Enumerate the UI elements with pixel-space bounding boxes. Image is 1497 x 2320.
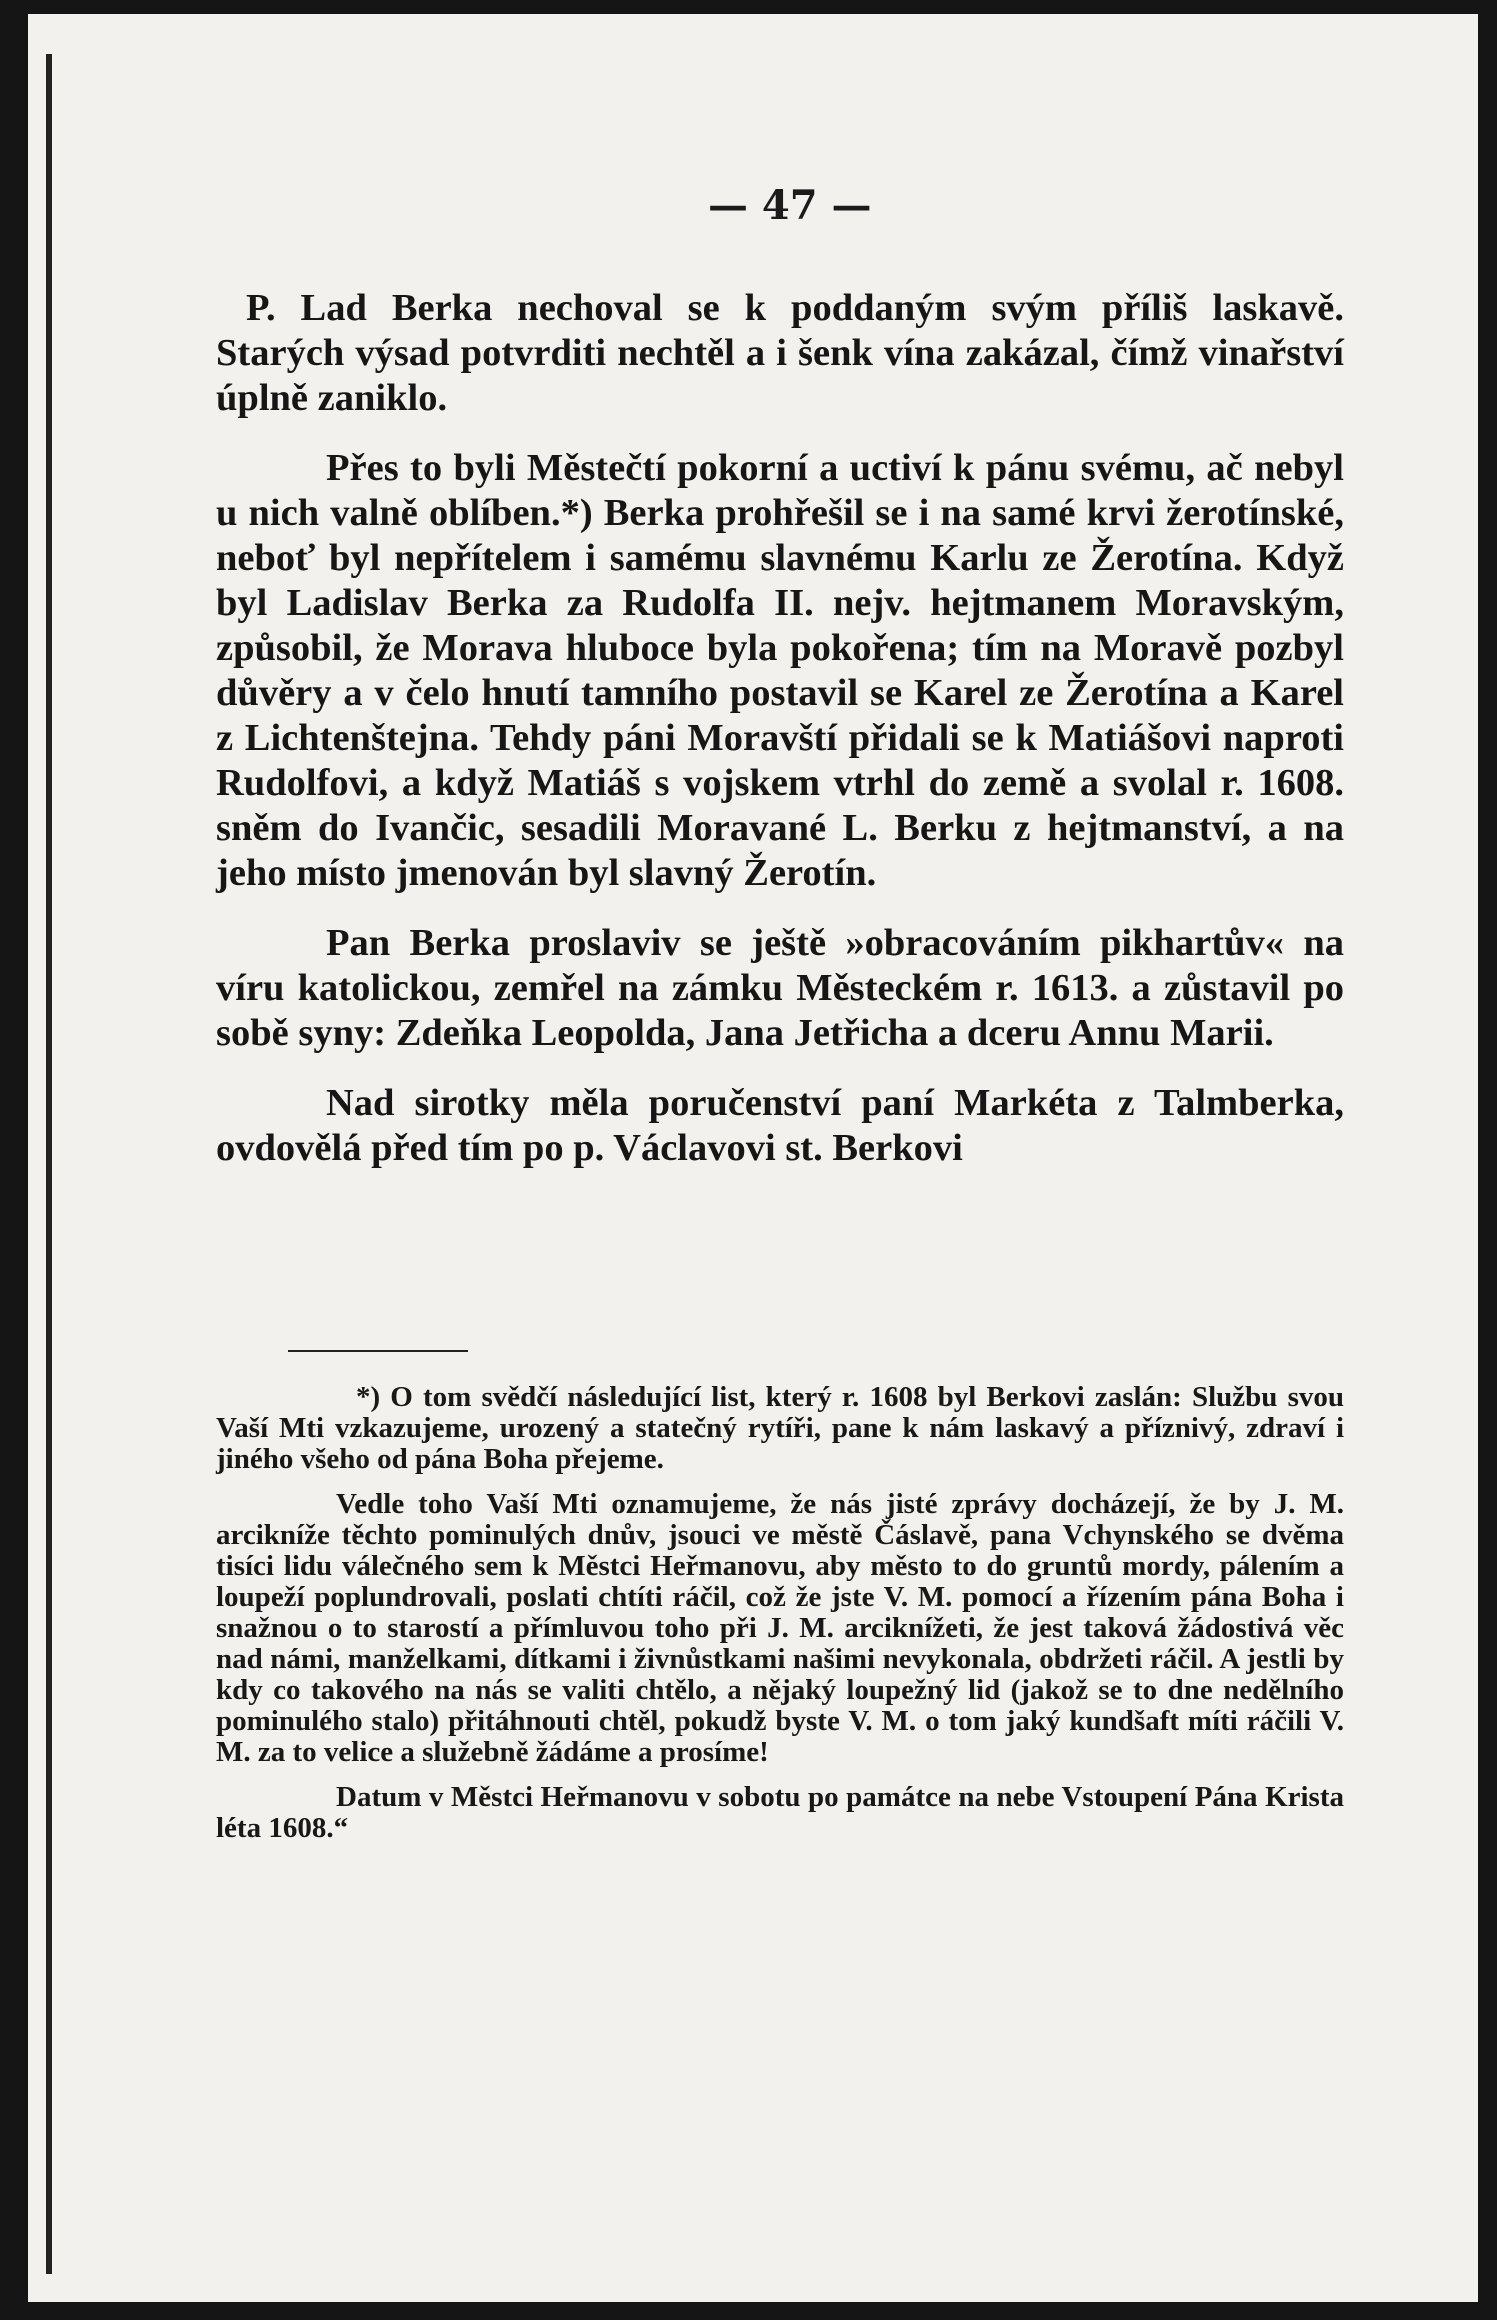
footnote-paragraph: Datum v Městci Heřmanovu v sobotu po památce na nebe Vstoupení Pána Krista léta 1608.“ [216,1781,1344,1844]
main-text [216,286,1344,1196]
footnotes [216,1382,1344,1858]
paragraph: P. Lad Berka nechoval se k poddaným svým příliš laskavě. Starých výsad potvrditi nechtěl a i šenk vína zakázal, čímž vinařství úplně zaniklo. [216,287,1344,419]
paragraph: Přes to byli Městečtí pokorní a uctiví k pánu svému, ač nebyl u nich valně oblíben.*) Berka prohřešil se i na samé krvi žerotínské, neboť byl nepřítelem i samému slavnému Karlu ze Žerotína. Když byl Ladislav Berka za Rudolfa II. nejv. hejtmanem Moravským, způsobil, že Morava hluboce byla pokořena; tím na Moravě pozbyl důvěry a v čelo hnutí tamního postavil se Karel ze Žerotína a Karel z Lichtenštejna. Tehdy páni Moravští přidali se k Matiášovi naproti Rudolfovi, a když Matiáš s vojskem vtrhl do země a svolal r. 1608. sněm do Ivančic, sesadili Moravané L. Berku z hejtmanství, a na jeho místo jmenován byl slavný Žerotín. [216,447,1344,894]
footnote-paragraph: Vedle toho Vaší Mti oznamujeme, že nás jisté zprávy docházejí, že by J. M. arcikníže těchto pominulých dnův, jsouci ve městě Čáslavě, pana Vchynského se dvěma tisíci lidu válečného sem k Městci Heřmanovu, aby město to do gruntů mordy, pálením a loupeží poplundrovali, poslati chtíti ráčil, což že jste V. M. pomocí a řízením pána Boha i snažnou o to starostí a přímluvou toho při J. M. arciknížeti, že jest taková žádostivá věc nad námi, manželkami, dítkami i živnůstkami našimi nevykonala, obdržeti ráčil. A jestli by kdy co takového na nás se valiti chtělo, a nějaký loupežný lid (jakož se to dne nedělního pominulého stalo) přitáhnouti chtěl, pokudž byste V. M. o tom jaký kundšaft míti ráčili V. M. za to velice a služebně žádáme a prosíme! [216,1488,1344,1768]
footnote-separator [288,1350,468,1352]
page-binding-edge [46,54,52,2274]
page-number: — 47 — [708,182,872,229]
footnote-paragraph: *) O tom svědčí následující list, který r. 1608 byl Berkovi zaslán: Službu svou Vaší Mti vzkazujeme, urozený a statečný rytíři, pane k nám laskavý a příznivý, zdraví i jiného všeho od pána Boha přejeme. [216,1381,1344,1475]
paragraph: Pan Berka proslaviv se ještě »obracováním pikhartův« na víru katolickou, zemřel na zámku Městeckém r. 1613. a zůstavil po sobě syny: Zdeňka Leopolda, Jana Jetřicha a dceru Annu Marii. [216,922,1344,1054]
book-page [28,14,1478,2302]
paragraph: Nad sirotky měla poručenství paní Markéta z Talmberka, ovdovělá před tím po p. Václavovi st. Berkovi [216,1082,1344,1169]
